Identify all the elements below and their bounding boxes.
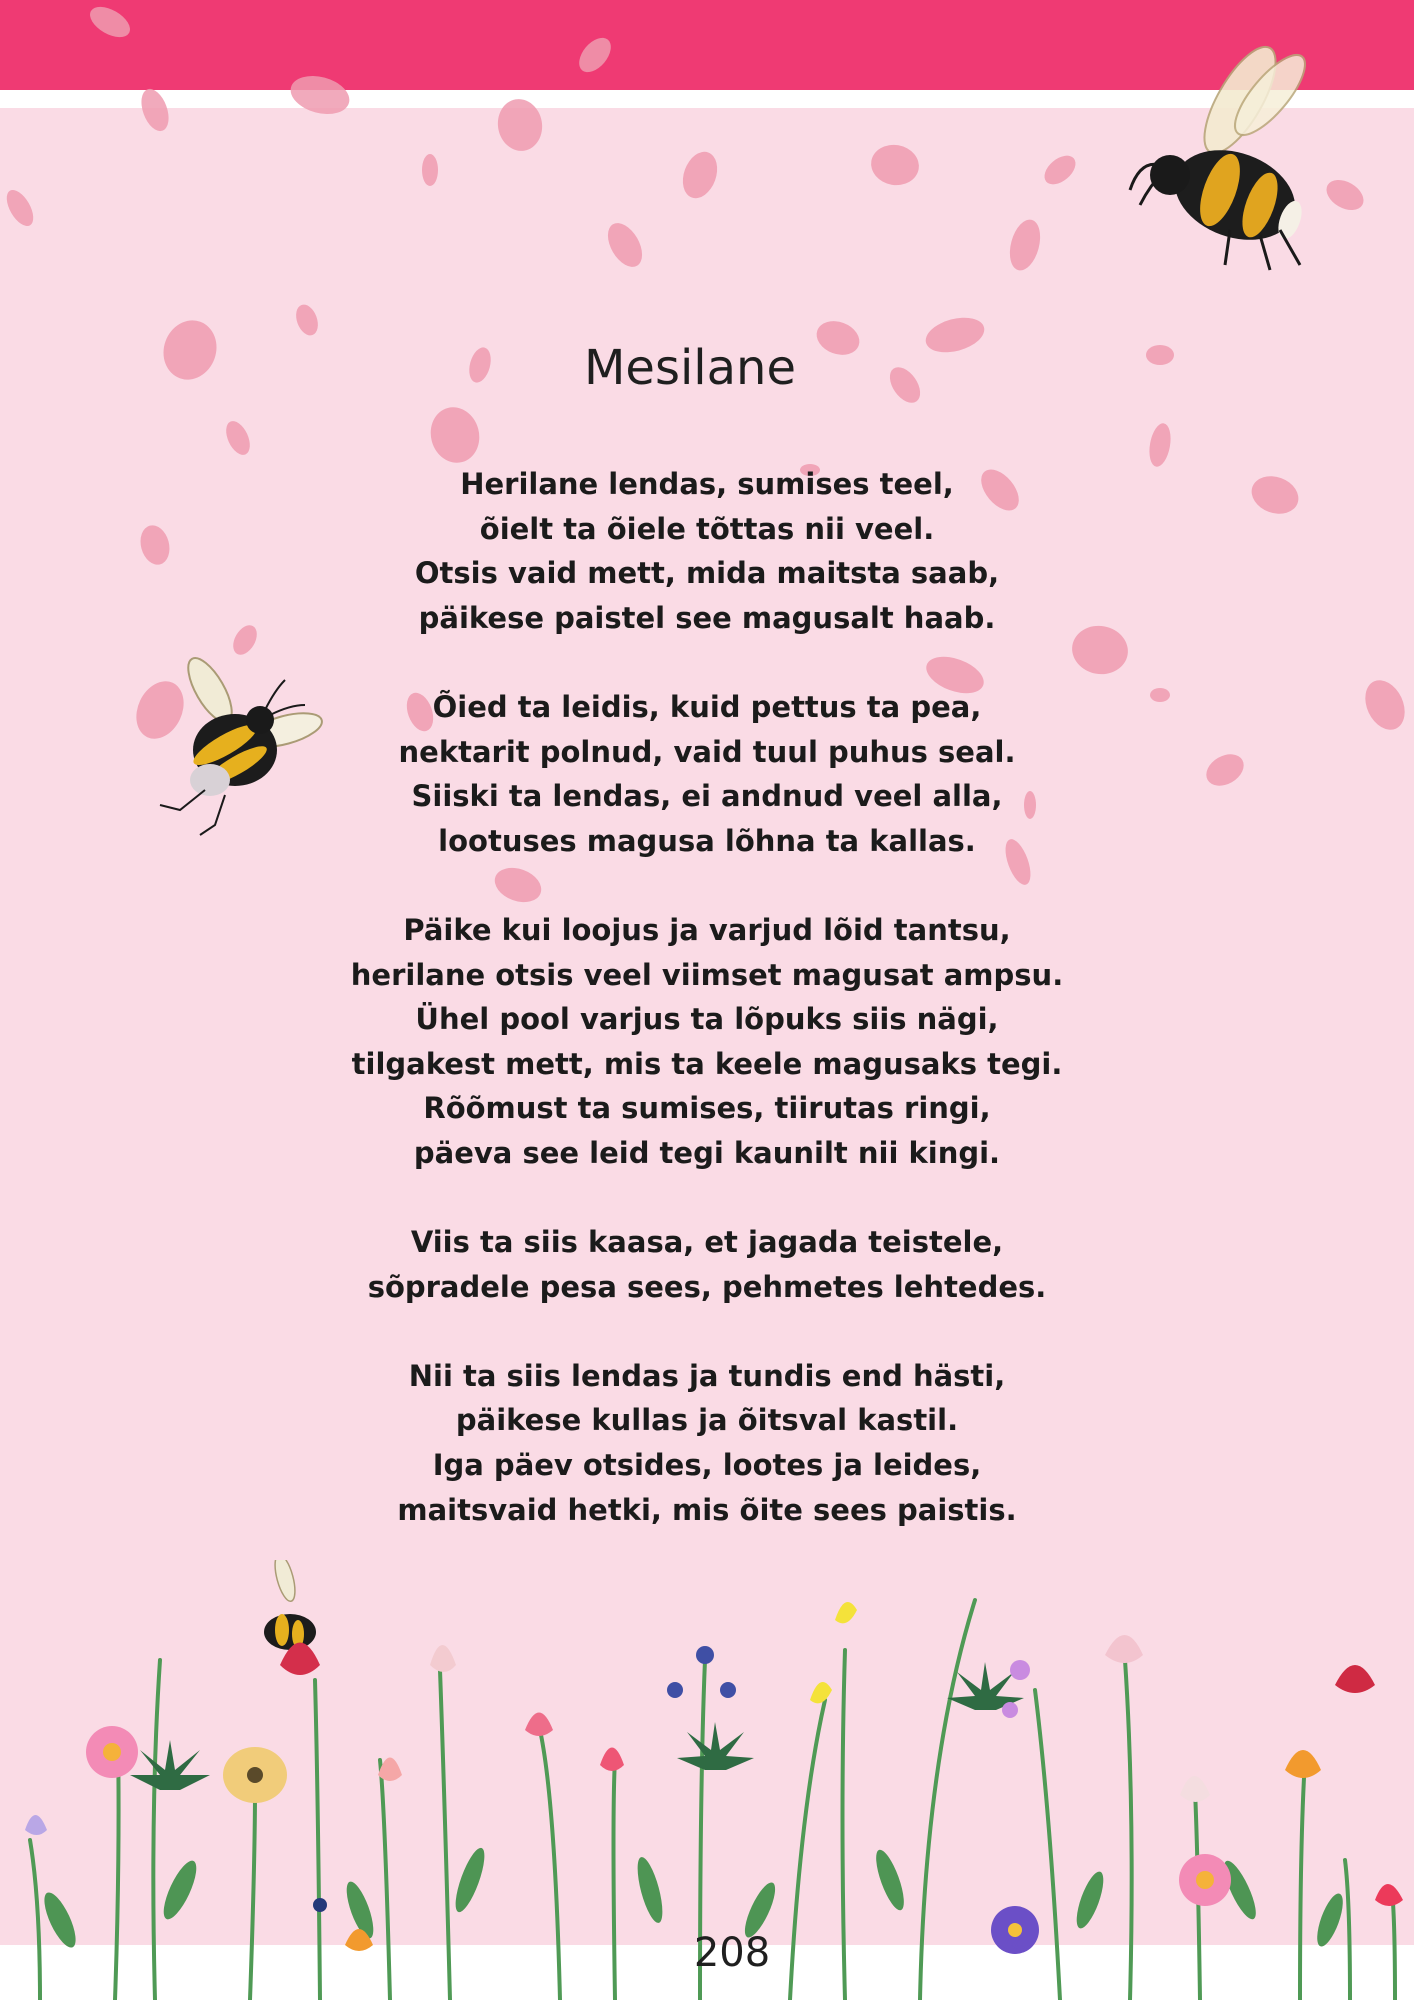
poem-line: päeva see leid tegi kaunilt nii kingi.: [413, 1135, 1001, 1170]
poem-stanza: [0, 908, 1414, 1176]
poem-stanza: [0, 1354, 1414, 1532]
poem-line: Otsis vaid mett, mida maitsta saab,: [414, 556, 1000, 591]
poem-line: Nii ta siis lendas ja tundis end hästi,: [408, 1358, 1006, 1393]
page-number: 208: [693, 1930, 771, 1976]
poem-line: Õied ta leidis, kuid pettus ta pea,: [432, 689, 982, 724]
poem-line: lootuses magusa lõhna ta kallas.: [438, 823, 976, 858]
poem-line: Iga päev otsides, lootes ja leides,: [432, 1448, 982, 1483]
poem-stanza: [0, 462, 1414, 640]
poem-line: Herilane lendas, sumises teel,: [460, 467, 954, 501]
bee-icon: [264, 1560, 316, 1650]
poem-line: sõpradele pesa sees, pehmetes lehtedes.: [367, 1269, 1047, 1304]
poem-line: päikese paistel see magusalt haab.: [418, 600, 996, 635]
poem-line: Päike kui loojus ja varjud lõid tantsu,: [403, 912, 1011, 947]
poem-line: päikese kullas ja õitsval kastil.: [455, 1403, 959, 1438]
poem-line: nektarit polnud, vaid tuul puhus seal.: [398, 734, 1016, 769]
poem-stanza: [0, 1220, 1414, 1309]
poem-line: tilgakest mett, mis ta keele magusaks tegi.: [351, 1046, 1063, 1081]
poem-line: Siiski ta lendas, ei andnud veel alla,: [411, 779, 1003, 814]
poem-line: maitsvaid hetki, mis õite sees paistis.: [397, 1492, 1017, 1527]
bee-icon: [1120, 40, 1320, 280]
poem-body: [0, 462, 1414, 1532]
poem-title: Mesilane: [584, 340, 796, 396]
poem-line: Viis ta siis kaasa, et jagada teistele,: [410, 1225, 1004, 1260]
bee-icon: [155, 650, 340, 840]
poem-line: õielt ta õiele tõttas nii veel.: [479, 511, 935, 546]
poem-line: Ühel pool varjus ta lõpuks siis nägi,: [415, 1002, 999, 1037]
poem-line: Rõõmust ta sumises, tiirutas ringi,: [423, 1091, 991, 1126]
poem-line: herilane otsis veel viimset magusat ampsu.: [350, 957, 1064, 992]
